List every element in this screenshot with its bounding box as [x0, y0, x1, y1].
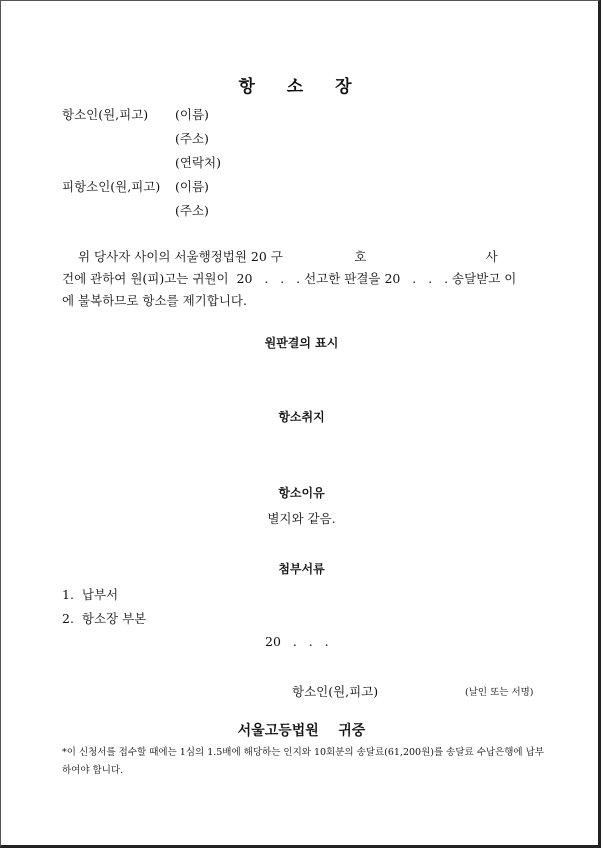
appellant-contact-field: (연락처) — [175, 155, 221, 170]
body-line: 에 불복하므로 항소를 제기합니다. — [62, 293, 247, 308]
appellee-label: 피항소인(원,피고) — [62, 179, 161, 194]
appellee-address-field: (주소) — [175, 203, 209, 218]
body-line: 위 당사자 사이의 서울행정법원 20 구 호 사 — [78, 249, 498, 264]
court-name: 서울고등법원 귀중 — [237, 723, 366, 739]
signer-note: (날인 또는 서명) — [465, 687, 534, 698]
appellant-address-field: (주소) — [175, 131, 209, 146]
footnote: *이 신청서를 접수할 때에는 1심의 1.5배에 해당하는 인지와 10회분의 송달료(61,200원)를 송달료 수납은행에 납부하여야 합니다. — [62, 747, 544, 776]
body-line: 건에 관하여 원(피)고는 귀원이 20 . . . 선고한 판결을 20 . . . 송달받고 이 — [62, 271, 517, 286]
appellee-name-field: (이름) — [175, 179, 209, 194]
body-paragraph — [62, 246, 544, 312]
date-line: 20 . . . — [265, 634, 329, 649]
attachments-heading: 첨부서류 — [278, 562, 325, 576]
appellant-name-field: (이름) — [175, 107, 209, 122]
original-judgment-heading: 원판결의 표시 — [264, 336, 339, 350]
attachment-item: 2. 항소장 부본 — [62, 611, 147, 626]
signer-label: 항소인(원,피고) — [292, 684, 379, 699]
appeal-reason-text: 별지와 같음. — [267, 511, 336, 526]
appellant-label: 항소인(원,피고) — [62, 107, 149, 122]
attachment-item: 1. 납부서 — [62, 587, 119, 602]
appeal-reason-heading: 항소이유 — [278, 486, 325, 500]
document-title: 항 소 장 — [238, 77, 365, 97]
appeal-purpose-heading: 항소취지 — [278, 410, 325, 424]
